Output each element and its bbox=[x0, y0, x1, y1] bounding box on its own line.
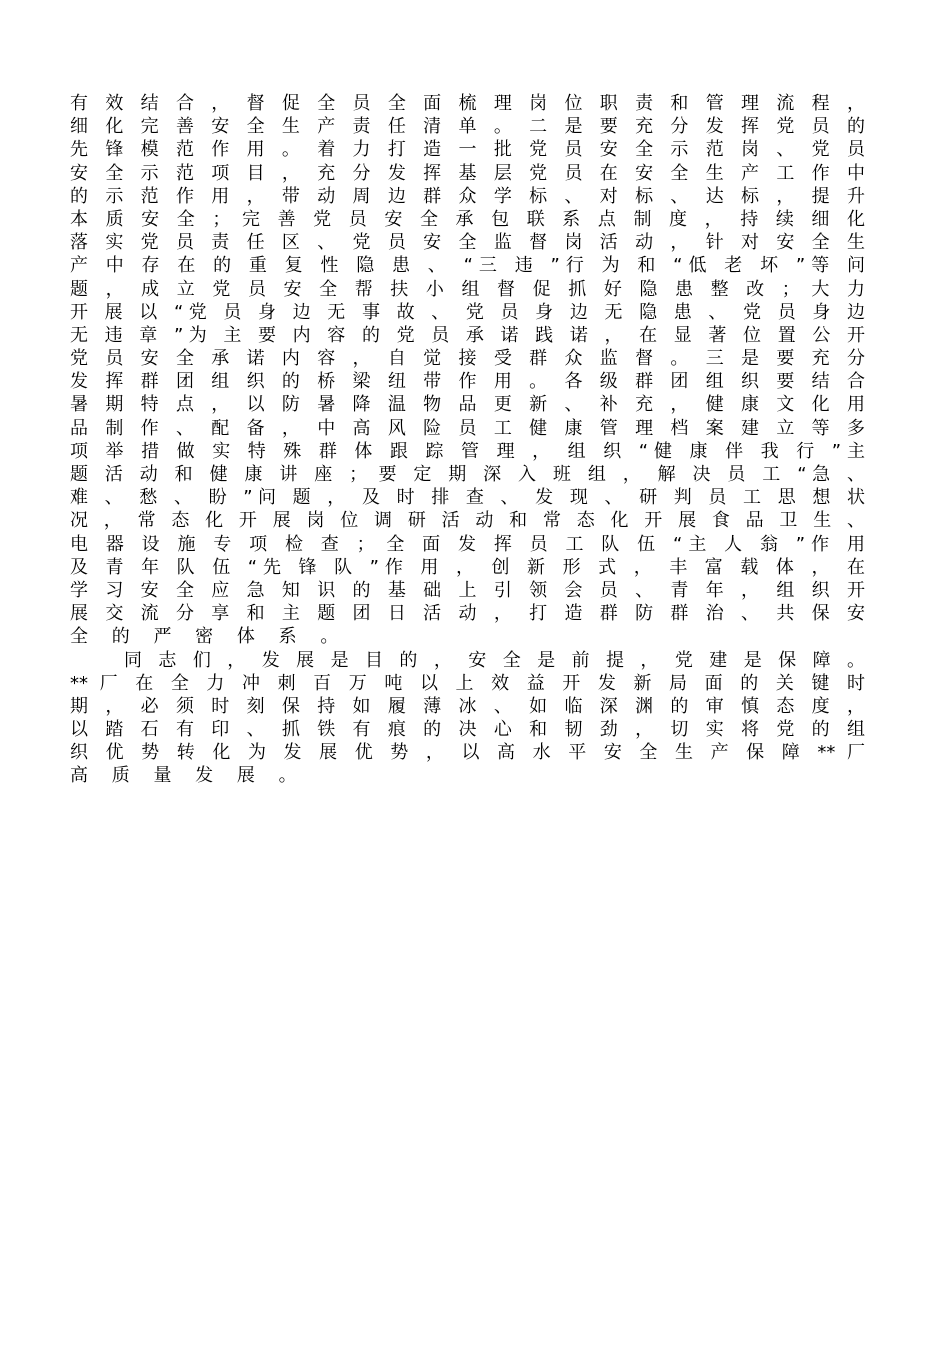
text-line: 期 ， 必 须 时 刻 保 持 如 履 薄 冰 、 如 临 深 渊 的 审 慎 态 度 ， bbox=[70, 695, 865, 717]
text-line: 高 质 量 发 展 。 bbox=[70, 765, 306, 787]
text-line: 细 化 完 善 安 全 生 产 责 任 清 单 。 二 是 要 充 分 发 挥 党 员 的 bbox=[70, 116, 865, 138]
text-line: 以 踏 石 有 印 、 抓 铁 有 痕 的 决 心 和 韧 劲 ， 切 实 将 党 的 组 bbox=[70, 719, 865, 741]
text-line: 品 制 作 、 配 备 ， 中 高 风 险 员 工 健 康 管 理 档 案 建 立 等 多 bbox=[70, 417, 865, 439]
text-line: 学 习 安 全 应 急 知 识 的 基 础 上 引 领 会 员 、 青 年 ， 组 织 开 bbox=[70, 579, 865, 601]
text-line: 落 实 党 员 责 任 区 、 党 员 安 全 监 督 岗 活 动 ， 针 对 安 全 生 bbox=[70, 232, 865, 254]
body-text bbox=[70, 92, 865, 788]
text-line: 织 优 势 转 化 为 发 展 优 势 ， 以 高 水 平 安 全 生 产 保 障 ** 厂 bbox=[70, 742, 865, 764]
paragraph-2 bbox=[70, 649, 865, 788]
text-line: 发 挥 群 团 组 织 的 桥 梁 纽 带 作 用 。 各 级 群 团 组 织 要 结 合 bbox=[70, 371, 865, 393]
text-line: 项 举 措 做 实 特 殊 群 体 跟 踪 管 理 ， 组 织 “健 康 伴 我 行 ”主 bbox=[70, 440, 865, 462]
text-line: 题 活 动 和 健 康 讲 座 ； 要 定 期 深 入 班 组 ， 解 决 员 工 “急 、 bbox=[70, 464, 865, 485]
paragraph-1 bbox=[70, 92, 865, 649]
text-line: 展 交 流 分 享 和 主 题 团 日 活 动 ， 打 造 群 防 群 治 、 共 保 安 bbox=[70, 603, 865, 625]
text-line: 本 质 安 全 ； 完 善 党 员 安 全 承 包 联 系 点 制 度 ， 持 续 细 化 bbox=[70, 208, 865, 230]
text-line: 难 、 愁 、 盼 ”问 题 ， 及 时 排 查 、 发 现 、 研 判 员 工 思 想 状 bbox=[70, 487, 865, 509]
text-line: 的 示 范 作 用 ， 带 动 周 边 群 众 学 标 、 对 标 、 达 标 ， 提 升 bbox=[70, 185, 865, 207]
text-line: 党 员 安 全 承 诺 内 容 ， 自 觉 接 受 群 众 监 督 。 三 是 要 充 分 bbox=[70, 348, 865, 370]
text-line: 同 志 们 ， 发 展 是 目 的 ， 安 全 是 前 提 ， 党 建 是 保 障 。 bbox=[124, 649, 865, 671]
text-line: 全 的 严 密 体 系 。 bbox=[70, 626, 348, 648]
text-line: 产 中 存 在 的 重 复 性 隐 患 、 “三 违 ”行 为 和 “低 老 坏 ”等 问 bbox=[70, 255, 865, 277]
text-line: ** 厂 在 全 力 冲 刺 百 万 吨 以 上 效 益 开 发 新 局 面 的 关 键 时 bbox=[70, 672, 865, 694]
text-line: 无 违 章 ”为 主 要 内 容 的 党 员 承 诺 践 诺 ， 在 显 著 位 置 公 开 bbox=[70, 324, 865, 346]
text-line: 安 全 示 范 项 目 ， 充 分 发 挥 基 层 党 员 在 安 全 生 产 工 作 中 bbox=[70, 162, 865, 184]
text-line: 有 效 结 合 ， 督 促 全 员 全 面 梳 理 岗 位 职 责 和 管 理 流 程 ， bbox=[70, 93, 865, 114]
text-line: 暑 期 特 点 ， 以 防 暑 降 温 物 品 更 新 、 补 充 ， 健 康 文 化 用 bbox=[70, 394, 865, 416]
text-line: 开 展 以 “党 员 身 边 无 事 故 、 党 员 身 边 无 隐 患 、 党 员 身 边 bbox=[70, 301, 865, 323]
text-line: 电 器 设 施 专 项 检 查 ； 全 面 发 挥 员 工 队 伍 “主 人 翁 ”作 用 bbox=[70, 533, 865, 555]
text-line: 况 ， 常 态 化 开 展 岗 位 调 研 活 动 和 常 态 化 开 展 食 品 卫 生 、 bbox=[70, 510, 865, 532]
text-line: 先 锋 模 范 作 用 。 着 力 打 造 一 批 党 员 安 全 示 范 岗 、 党 员 bbox=[70, 139, 865, 161]
text-line: 及 青 年 队 伍 “先 锋 队 ”作 用 ， 创 新 形 式 ， 丰 富 载 体 ， 在 bbox=[70, 556, 865, 578]
text-line: 题 ， 成 立 党 员 安 全 帮 扶 小 组 督 促 抓 好 隐 患 整 改 ； 大 力 bbox=[70, 278, 865, 300]
